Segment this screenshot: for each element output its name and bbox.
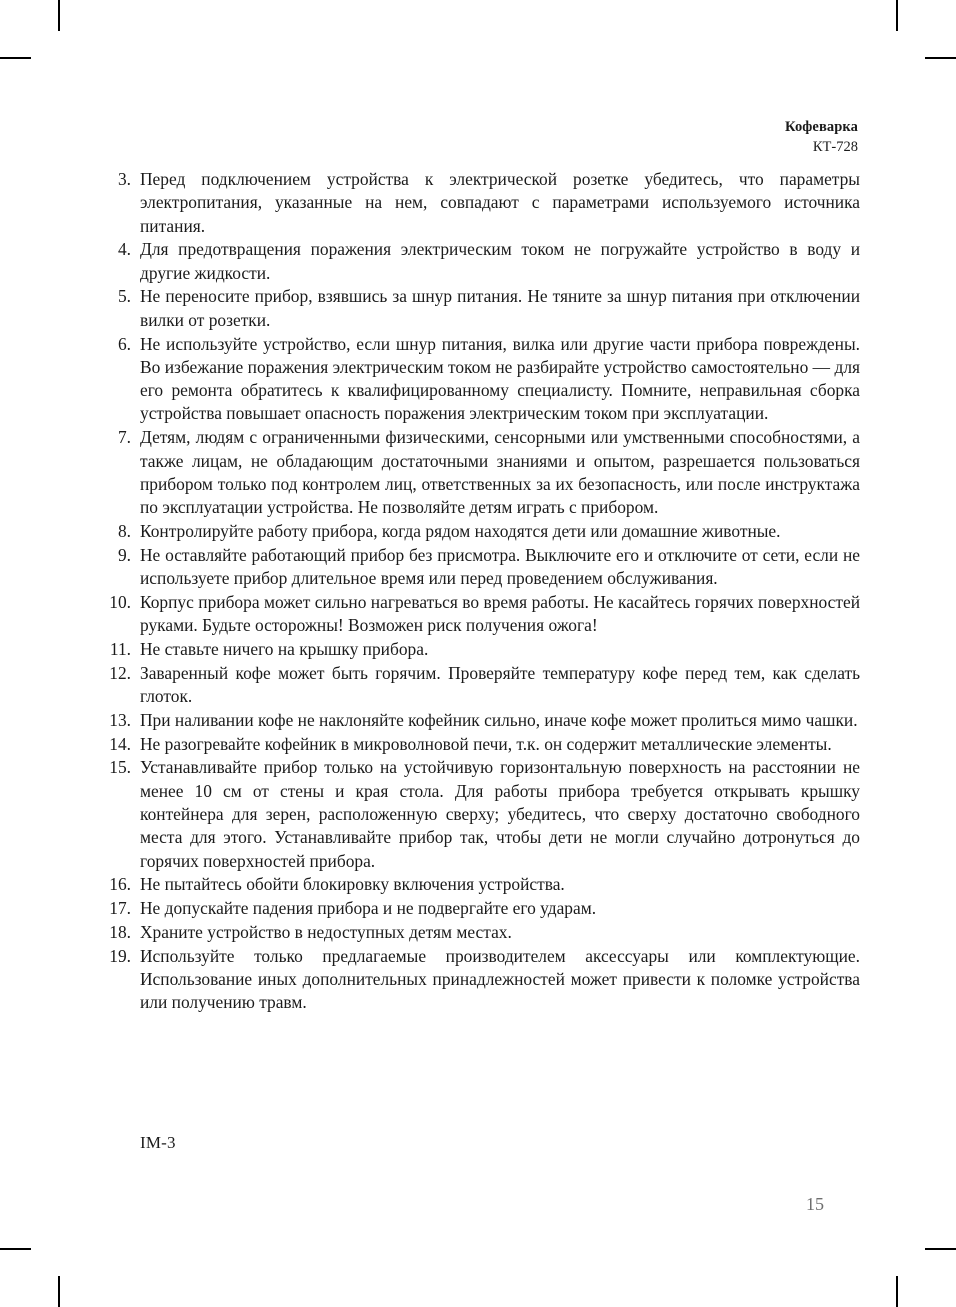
list-item <box>98 168 860 238</box>
list-item-number: 5. <box>117 286 131 307</box>
list-item-number: 13. <box>109 709 131 730</box>
list-item-text: Для предотвращения поражения электрическим током не погружайте устройство в воду и другие жидкости. <box>140 239 860 283</box>
list-item-text: Устанавливайте прибор только на устойчивую горизонтальную поверхность на расстоянии не менее 10 см от стены и края стола. Для работы прибора требуется открывать крышку контейнера для зерен, расположенную сверху; убедитесь, что сверху достаточно свободного места для этого. Устанавливайте прибор так, чтобы дети не могли случайно дотронуться до горячих поверхностей прибора. <box>140 757 860 871</box>
crop-mark-bottom-left-vertical <box>58 1276 60 1307</box>
list-item-text: Детям, людям с ограниченными физическими, сенсорными или умственными способностями, а также лицам, не обладающим достаточными знаниями и опытом, разрешается пользоваться прибором только под контролем лиц, ответственных за их безопасность, или после инструктажа по эксплуатации устройства. Не позволяйте детям играть с прибором. <box>140 427 860 518</box>
list-item-text: Не допускайте падения прибора и не подвергайте его ударам. <box>140 898 597 919</box>
list-item <box>98 544 860 591</box>
list-item <box>98 873 860 896</box>
list-item <box>98 638 860 661</box>
crop-mark-bottom-right-horizontal <box>925 1248 956 1250</box>
list-item-number: 10. <box>109 591 131 612</box>
list-item-number: 6. <box>117 333 131 354</box>
list-item-text: Контролируйте работу прибора, когда рядом находятся дети или домашние животные. <box>140 520 781 541</box>
list-item-text: Не пытайтесь обойти блокировку включения устройства. <box>140 874 565 895</box>
list-item <box>98 945 860 1015</box>
list-item-text: Заваренный кофе может быть горячим. Проверяйте температуру кофе перед тем, как сделать глоток. <box>140 662 860 707</box>
list-item-number: 19. <box>109 945 131 966</box>
list-item-number: 18. <box>109 922 131 942</box>
crop-mark-top-left-vertical <box>58 0 60 31</box>
list-item-number: 3. <box>117 169 131 189</box>
list-item-text: При наливании кофе не наклоняйте кофейник сильно, иначе кофе может пролиться мимо чашки. <box>140 709 858 730</box>
list-item <box>98 733 860 756</box>
list-item-number: 17. <box>109 898 131 919</box>
list-item-number: 15. <box>109 757 131 778</box>
product-name: Кофеварка <box>785 119 858 135</box>
crop-mark-top-left-horizontal <box>0 57 31 59</box>
list-item-number: 12. <box>109 662 131 683</box>
list-item <box>98 426 860 519</box>
list-item-text: Перед подключением устройства к электрической розетке убедитесь, что параметры электропитания, указанные на нем, совпадают с параметрами используемого источника питания. <box>140 169 860 236</box>
list-item <box>98 662 860 709</box>
list-item <box>98 520 860 543</box>
list-item-text: Не ставьте ничего на крышку прибора. <box>140 638 429 659</box>
list-item-number: 11. <box>109 638 131 659</box>
list-item-number: 14. <box>109 733 131 754</box>
page-number: 15 <box>806 1194 824 1214</box>
crop-mark-bottom-right-vertical <box>896 1276 898 1307</box>
list-item <box>98 285 860 332</box>
product-model: КТ-728 <box>812 138 858 155</box>
list-item-text: Корпус прибора может сильно нагреваться во время работы. Не касайтесь горячих поверхностей руками. Будьте осторожны! Возможен риск получения ожога! <box>140 591 860 636</box>
crop-mark-top-right-vertical <box>896 0 898 31</box>
list-item-number: 16. <box>109 874 131 895</box>
running-head <box>785 118 858 157</box>
list-item <box>98 238 860 285</box>
list-item <box>98 709 860 732</box>
safety-instructions-section <box>98 168 860 1015</box>
list-item-number: 8. <box>117 520 131 541</box>
list-item-number: 9. <box>117 544 131 565</box>
list-item-text: Не оставляйте работающий прибор без присмотра. Выключите его и отключите от сети, если не используете прибор длительное время или перед проведением обслуживания. <box>140 544 860 589</box>
safety-instructions-list <box>98 168 860 1015</box>
list-item <box>98 591 860 638</box>
list-item-text: Храните устройство в недоступных детям местах. <box>140 922 512 942</box>
manual-code: IM-3 <box>140 1133 176 1152</box>
crop-mark-bottom-left-horizontal <box>0 1248 31 1250</box>
list-item <box>98 756 860 872</box>
list-item <box>98 921 860 944</box>
crop-mark-top-right-horizontal <box>925 57 956 59</box>
list-item-text: Не разогревайте кофейник в микроволновой печи, т.к. он содержит металлические элементы. <box>140 733 832 754</box>
list-item-number: 7. <box>117 427 131 448</box>
list-item-text: Не переносите прибор, взявшись за шнур питания. Не тяните за шнур питания при отключении вилки от розетки. <box>140 286 860 330</box>
list-item-text: Используйте только предлагаемые производителем аксессуары или комплектующие. Использование иных дополнительных принадлежностей может привести к поломке устройства или получению травм. <box>140 945 860 1013</box>
list-item-text: Не используйте устройство, если шнур питания, вилка или другие части прибора повреждены. Во избежание поражения электрическим током не разбирайте устройство самостоятельно — для его ремонта обратитесь к квалифицированному специалисту. Помните, неправильная сборка устройства повышает опасность поражения электрическим током при эксплуатации. <box>140 333 860 424</box>
list-item-number: 4. <box>117 239 131 260</box>
list-item <box>98 333 860 426</box>
list-item <box>98 897 860 920</box>
